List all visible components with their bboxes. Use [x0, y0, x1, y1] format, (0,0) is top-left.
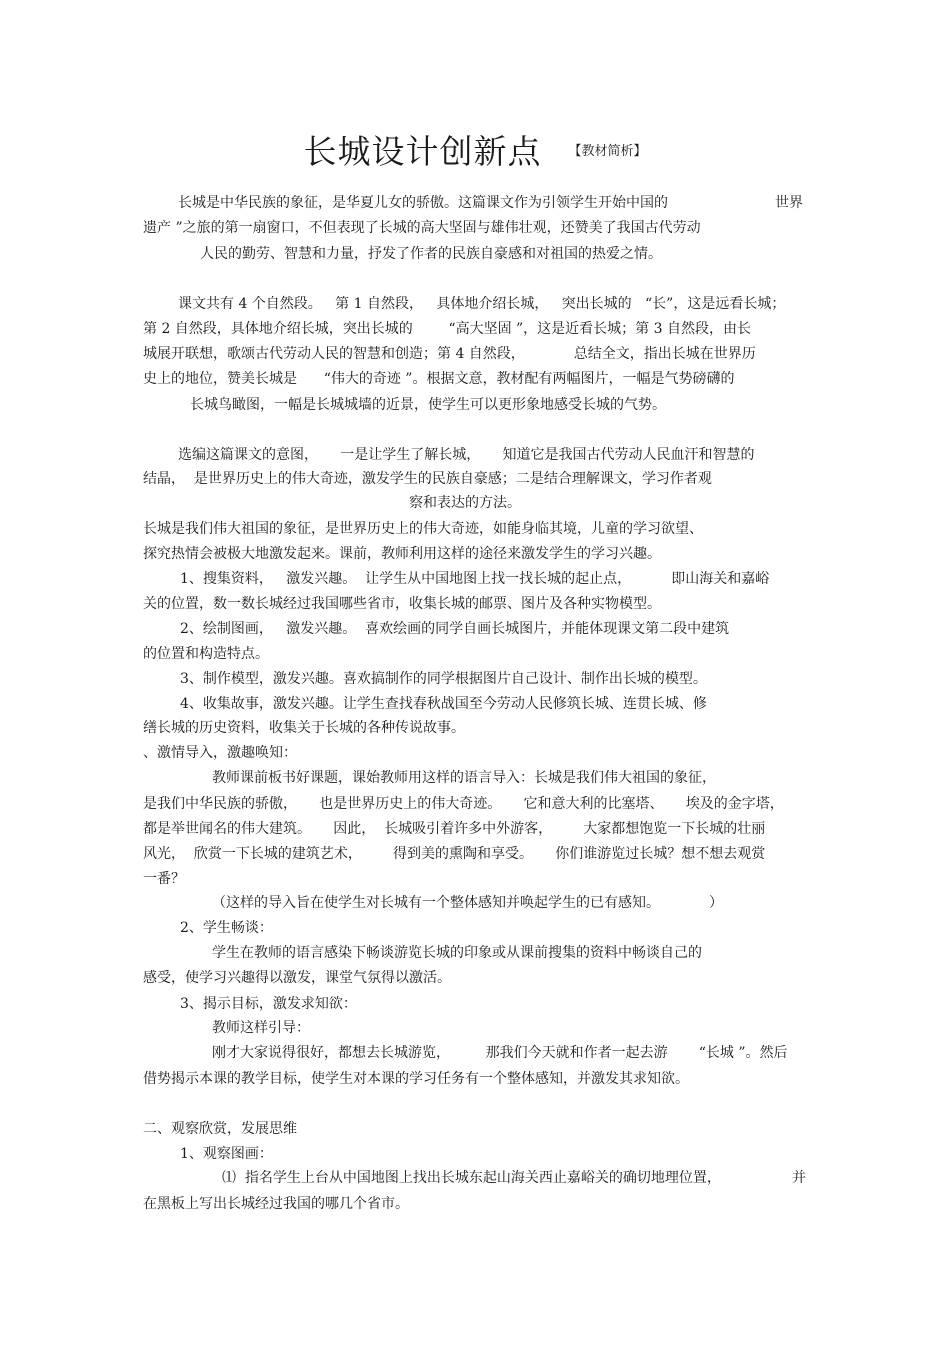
title-row [0, 126, 950, 173]
paragraph-line: 学生在教师的语言感染下畅谈游览长城的印象或从课前搜集的资料中畅谈自己的 [212, 945, 702, 961]
paragraph-line: 第 2 自然段，具体地介绍长城，突出长城的 “高大坚固 ”，这是近看长城；第 3 自然段，由长 [143, 321, 751, 337]
paragraph-line: 都是举世闻名的伟大建筑。 因此， 长城吸引着许多中外游客， 大家都想饱览一下长城的壮丽 [143, 821, 766, 837]
paragraph-line: 1、搜集资料， 激发兴趣。 让学生从中国地图上找一找长城的起止点， 即山海关和嘉峪 [180, 571, 770, 587]
paragraph-line: 课文共有 4 个自然段。 第 1 自然段， 具体地介绍长城， 突出长城的 “长”，这是远看长城； [178, 296, 786, 312]
paragraph-line: 4、收集故事，激发兴趣。让学生查找春秋战国至今劳动人民修筑长城、连贯长城、修 [180, 696, 707, 712]
paragraph-line: 3、制作模型，激发兴趣。喜欢搞制作的同学根据图片自己设计、制作出长城的模型。 [180, 671, 707, 687]
paragraph-line: 关的位置，数一数长城经过我国哪些省市，收集长城的邮票、图片及各种实物模型。 [143, 596, 661, 612]
paragraph-line: 感受，使学习兴趣得以激发，课堂气氛得以激活。 [143, 970, 451, 986]
paragraph-line: 世界 [775, 195, 803, 211]
paragraph-line: 教师这样引导： [212, 1020, 310, 1036]
section-heading: 2、学生畅谈： [180, 920, 273, 936]
paragraph-line: 教师课前板书好课题，课始教师用这样的语言导入：长城是我们伟大祖国的象征， [212, 770, 716, 786]
paragraph-line: 2、绘制图画， 激发兴趣。 喜欢绘画的同学自画长城图片，并能体现课文第二段中建筑 [180, 621, 730, 637]
paragraph-line: 借势揭示本课的教学目标，使学生对本课的学习任务有一个整体感知，并激发其求知欲。 [143, 1071, 689, 1087]
paragraph-line: 遗产 ”之旅的第一扇窗口，不但表现了长城的高大坚固与雄伟壮观，还赞美了我国古代劳动 [143, 220, 701, 236]
page-title: 长城设计创新点 [303, 132, 542, 171]
paragraph-line: 人民的勤劳、智慧和力量，抒发了作者的民族自豪感和对祖国的热爱之情。 [200, 246, 662, 262]
section-heading: 二、观察欣赏，发展思维 [143, 1121, 297, 1137]
paragraph-line: 并 [792, 1170, 806, 1186]
paragraph-line: 探究热情会被极大地激发起来。课前，教师利用这样的途径来激发学生的学习兴趣。 [143, 546, 661, 562]
section-heading: 3、揭示目标，激发求知欲： [180, 996, 357, 1012]
paragraph-line: 选编这篇课文的意图， 一是让学生了解长城， 知道它是我国古代劳动人民血汗和智慧的 [178, 447, 755, 463]
paragraph-line: 是我们中华民族的骄傲， 也是世界历史上的伟大奇迹。 它和意大利的比塞塔、 埃及的金字塔， [143, 796, 784, 812]
paragraph-line: 风光， 欣赏一下长城的建筑艺术， 得到美的熏陶和享受。 你们谁游览过长城？想不想去观赏 [143, 846, 766, 862]
section-label: 【教材简析】 [568, 144, 647, 159]
paragraph-line: 长城是中华民族的象征，是华夏儿女的骄傲。这篇课文作为引领学生开始中国的 [178, 195, 668, 211]
paragraph-line: 长城鸟瞰图，一幅是长城城墙的近景，使学生可以更形象地感受长城的气势。 [190, 397, 666, 413]
paragraph-line: 察和表达的方法。 [409, 495, 521, 511]
paragraph-line: 结晶， 是世界历史上的伟大奇迹，激发学生的民族自豪感；二是结合理解课文，学习作者观 [143, 471, 712, 487]
paragraph-line: 在黑板上写出长城经过我国的哪几个省市。 [143, 1196, 409, 1212]
section-heading: 、激情导入，激趣唤知： [143, 745, 297, 761]
paragraph-line: 史上的地位，赞美长城是 “伟大的奇迹 ”。根据文意，教材配有两幅图片，一幅是气势磅礴的 [143, 371, 735, 387]
section-heading: 1、观察图画： [180, 1146, 273, 1162]
paragraph-line: 城展开联想，歌颂古代劳动人民的智慧和创造；第 4 自然段， 总结全文，指出长城在世界历 [143, 346, 756, 362]
paragraph-line: ⑴ 指名学生上台从中国地图上找出长城东起山海关西止嘉峪关的确切地理位置， [222, 1170, 721, 1186]
paragraph-line: 一番？ [143, 871, 185, 887]
paragraph-line: 刚才大家说得很好，都想去长城游览， 那我们今天就和作者一起去游 “长城 ”。然后 [212, 1045, 788, 1061]
paragraph-line: 长城是我们伟大祖国的象征，是世界历史上的伟大奇迹，如能身临其境，儿童的学习欲望、 [143, 521, 703, 537]
paragraph-line: （这样的导入旨在使学生对长城有一个整体感知并唤起学生的已有感知。 ） [212, 895, 723, 911]
paragraph-line: 缮长城的历史资料，收集关于长城的各种传说故事。 [143, 720, 465, 736]
paragraph-line: 的位置和构造特点。 [143, 646, 269, 662]
